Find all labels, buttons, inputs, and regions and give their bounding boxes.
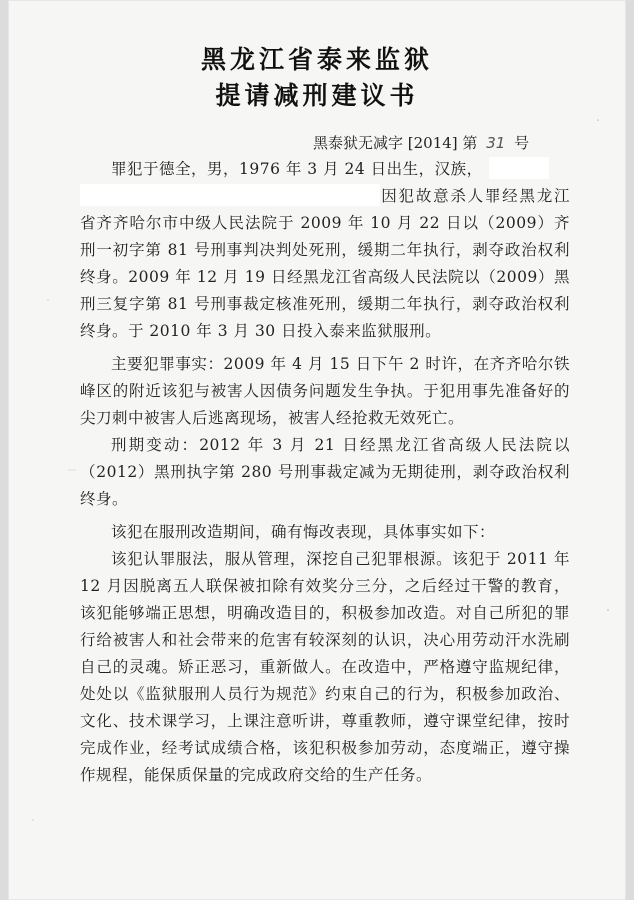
document-page: [8, 0, 626, 900]
redaction-block: [80, 184, 380, 206]
document-number: [313, 132, 529, 153]
document-number-prefix: 黑泰狱无减字 [2014] 第: [313, 134, 478, 152]
offender-intro-text: 罪犯于德全，男，1976 年 3 月 24 日出生，汉族，: [111, 160, 483, 178]
paragraph-crime-facts: 主要犯罪事实：2009 年 4 月 15 日下午 2 时许，在齐齐哈尔铁峰区的附近该犯与被害人因债务问题发生争执。于犯用事先准备好的尖刀刺中被害人后逃离现场，被害人经抢救无效死亡。: [80, 355, 570, 427]
redaction-block: [489, 157, 549, 179]
paragraph-reform-details: 该犯认罪服法，服从管理，深挖自己犯罪根源。该犯于 2011 年 12 月因脱离五人联保被扣除有效奖分三分，之后经过干警的教育，该犯能够端正思想，明确改造目的，积极参加改造。对自己所犯的罪行给被害人和社会带来的危害有较深刻的认识，决心用劳动汗水洗刷自己的灵魂。矫正恶习，重新做人。在改造中，严格遵守监规纪律，处处以《监狱服刑人员行为规范》约束自己的行为，积极参加政治、文化、技术课学习，上课注意听讲，尊重教师，遵守课堂纪律，按时完成作业，经考试成绩合格，该犯积极参加劳动，态度端正，遵守操作规程，能保质保量的完成政府交给的生产任务。: [80, 550, 570, 784]
handwritten-number: 31: [486, 134, 506, 152]
paragraph-offender-info: [80, 156, 570, 345]
document-number-suffix: 号: [514, 134, 530, 152]
sentence-history-text: 因犯故意杀人罪经黑龙江省齐齐哈尔市中级人民法院于 2009 年 10 月 22 日以（2009）齐刑一初字第 81 号刑事判决判处死刑，缓期二年执行，剥夺政治权利终身。2009 年 12 月 19 日经黑龙江省高级人民法院以（2009）黑刑三复字第 81 号刑事裁定核准死刑，缓期二年执行，剥夺政治权利终身。于 2010 年 3 月 30 日投入泰来监狱服刑。: [80, 187, 570, 340]
paragraph-reform-intro: 该犯在服刑改造期间，确有悔改表现，具体事实如下：: [111, 523, 496, 541]
document-type-heading: 提请减刑建议书: [215, 81, 419, 110]
document-body: [80, 156, 570, 789]
paragraph-sentence-change: 刑期变动：2012 年 3 月 21 日经黑龙江省高级人民法院以（2012）黑刑执字第 280 号刑事裁定减为无期徒刑，剥夺政治权利终身。: [80, 436, 570, 508]
prison-name-heading: 黑龙江省泰来监狱: [200, 45, 433, 74]
